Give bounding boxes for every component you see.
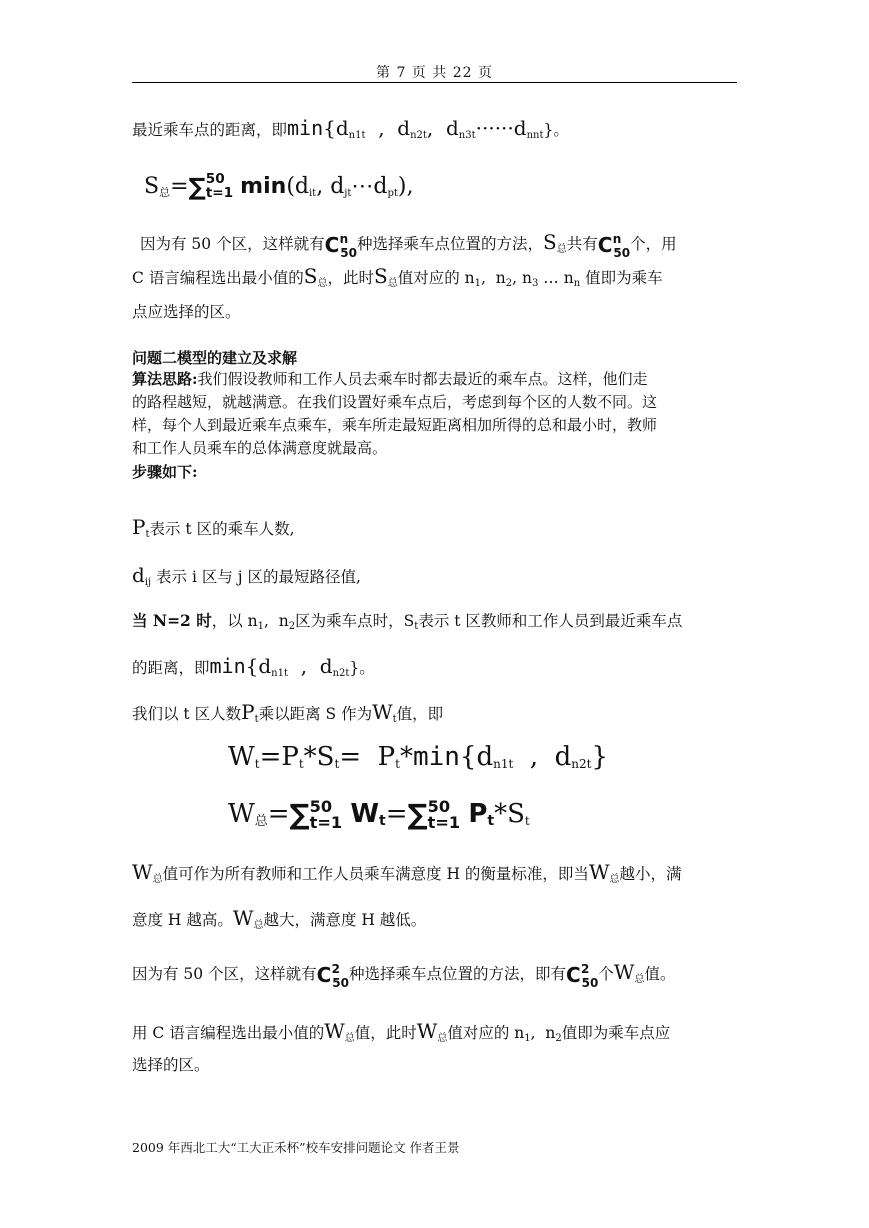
text-line-5: 点应选择的区。 (132, 303, 241, 321)
text-line-9: 和工作人员乘车的总体满意度就最高。 (132, 439, 388, 457)
combination-symbol: C n $_{50}$ (597, 232, 631, 260)
text-line-17: 因为有 50 个区，这样就有C 2 $_{50}$种选择乘车点位置的方法，即有C 2 $_{50}$个$W_总$值。 (132, 960, 676, 990)
page-footer: 2009 年西北工大“工大正禾杯”校车安排问题论文 作者王景 (132, 1140, 460, 1155)
header-rule (132, 82, 737, 83)
text-line-18: 用 C 语言编程选出最小值的$W_总$值，此时$W_总$值对应的 $n_1$, $n_2$值即为乘车点应 (132, 1019, 671, 1044)
text-line-14: 我们以 t 区人数$P_t$乘以距离 S 作为$W_t$值，即 (132, 700, 444, 725)
formula-w-total: $W_总=\sum$ 50 t=1 $W_t=\sum$ 50 t=1 $P_t*S_t$ (228, 796, 530, 832)
text-line-7: 的路程越短，就越满意。在我们设置好乘车点后，考虑到每个区的人数不同。这 (132, 393, 658, 411)
text-line-6: 算法思路:我们假设教师和工作人员去乘车时都去最近的乘车点。这样，他们走 (132, 370, 648, 388)
text-line-16: 意度 H 越高。$W_总$越大，满意度 H 越低。 (132, 906, 427, 931)
text-line-1: 最近乘车点的距离，即$\min\{d_{n1t}$ , $d_{n2t}$, $d_{n3t}\cdot\cdot\cdot\cdot\cdot\cdot d_{nnt}$}。 (132, 116, 569, 141)
combination-symbol: C 2 $_{50}$ (565, 962, 599, 990)
text-line-12: 当 N=2 时，以 $n_1$, $n_2$区为乘车点时，$S_t$表示 t 区教师和工作人员到最近乘车点 (132, 611, 683, 632)
text-line-8: 样，每个人到最近乘车点乘车，乘车所走最短距离相加所得的总和最小时，教师 (132, 416, 658, 434)
text-line-19: 选择的区。 (132, 1056, 210, 1074)
page-header: 第 7 页 共 22 页 (376, 65, 493, 81)
formula-s-total: $S_总=\sum$ 50 t=1 $\min(d_{it}$, $d_{jt}\cdots d_{pt}$), (144, 171, 414, 201)
section-heading-2: 问题二模型的建立及求解 (132, 349, 298, 367)
steps-heading: 步骤如下: (132, 463, 198, 481)
text-line-11: $d_{ij}$ 表示 i 区与 j 区的最短路径值, (132, 563, 361, 588)
text-line-13: 的距离，即$\min\{d_{n1t}$ , $d_{n2t}$}。 (132, 654, 375, 679)
text-line-15: $W_总$值可作为所有教师和工作人员乘车满意度 H 的衡量标准，即当$W_总$越小，满 (132, 860, 682, 885)
combination-symbol: C 2 $_{50}$ (316, 962, 349, 990)
formula-wt: $W_t=P_t*S_t= P_t*\min\{d_{n1t}$ , $d_{n2t}$} (228, 742, 608, 772)
text-line-3: 因为有 50 个区，这样就有C n $_{50}$种选择乘车点位置的方法，$S_总$共有C n $_{50}$个，用 (140, 230, 677, 260)
text-line-4: C 语言编程选出最小值的$S_总$，此时$S_总$值对应的 $n_1$, $n_2$, $n_3$ … $n_n$ 值即为乘车 (132, 264, 663, 289)
combination-symbol: C n $_{50}$ (324, 232, 357, 260)
text-line-10: $P_t$表示 t 区的乘车人数, (132, 515, 295, 540)
